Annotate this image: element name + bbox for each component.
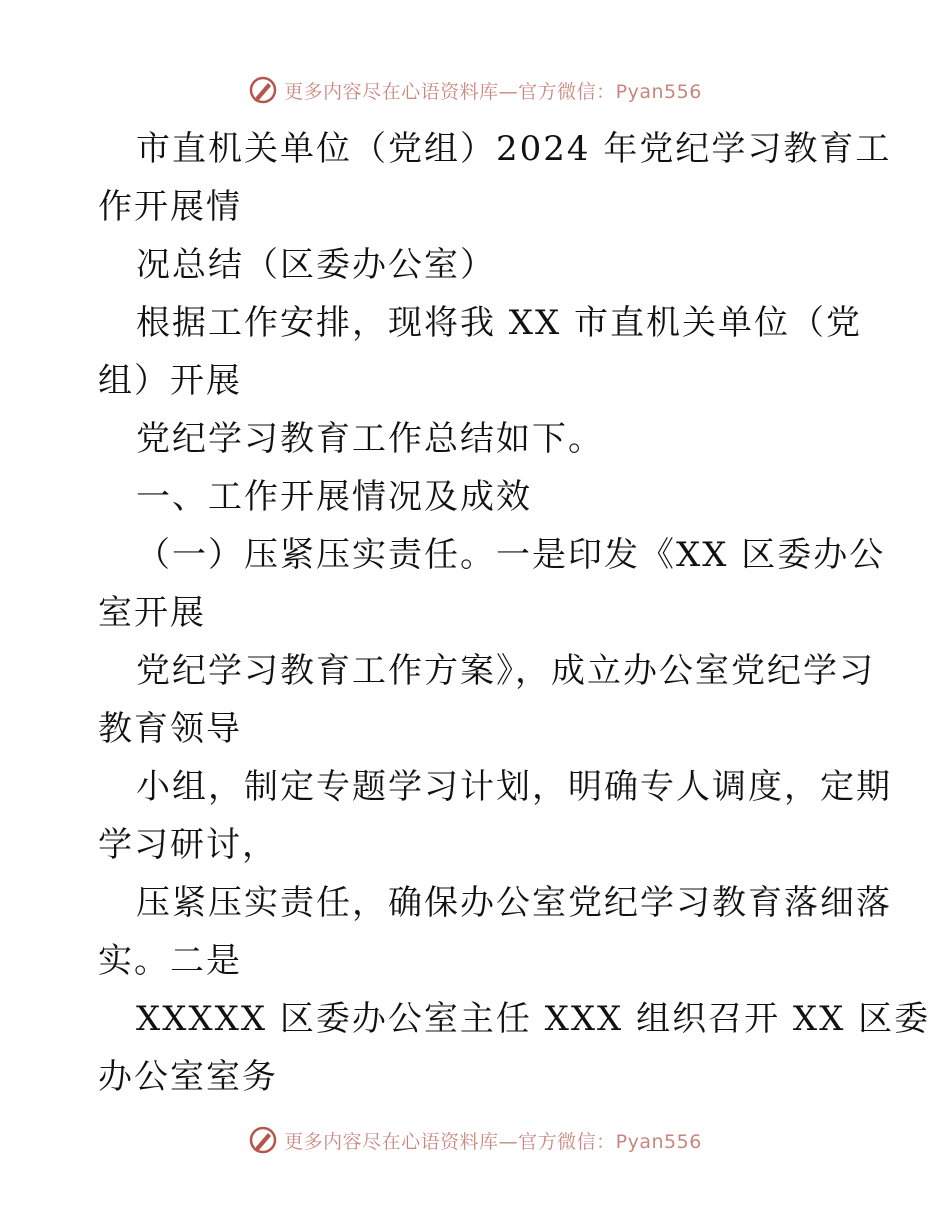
text-line: 组）开展 bbox=[98, 361, 242, 401]
text-line: 市直机关单位（党组）2024 年党纪学习教育工 bbox=[136, 129, 892, 169]
text-line: 学习研讨， bbox=[98, 825, 278, 865]
text-line: 小组，制定专题学习计划，明确专人调度，定期 bbox=[136, 767, 892, 807]
pen-logo-icon bbox=[248, 75, 278, 105]
header-watermark bbox=[0, 70, 950, 110]
watermark-text: 更多内容尽在心语资料库—官方微信：Pyan556 bbox=[284, 1130, 702, 1153]
text-line: 办公室室务 bbox=[98, 1057, 278, 1097]
section-heading: 一、工作开展情况及成效 bbox=[136, 477, 532, 517]
text-line: 作开展情 bbox=[98, 187, 242, 227]
footer-watermark bbox=[0, 1120, 950, 1160]
text-line: 教育领导 bbox=[98, 709, 242, 749]
text-line: （一）压紧压实责任。一是印发《XX 区委办公 bbox=[136, 535, 886, 575]
text-line: 压紧压实责任，确保办公室党纪学习教育落细落 bbox=[136, 883, 892, 923]
text-line: 党纪学习教育工作总结如下。 bbox=[136, 419, 604, 459]
text-line: 实。二是 bbox=[98, 941, 242, 981]
pen-logo-icon bbox=[248, 1125, 278, 1155]
text-line: XXXXX 区委办公室主任 XXX 组织召开 XX 区委 bbox=[136, 999, 931, 1039]
watermark-text: 更多内容尽在心语资料库—官方微信：Pyan556 bbox=[284, 80, 702, 103]
text-line: 党纪学习教育工作方案》，成立办公室党纪学习 bbox=[136, 651, 875, 691]
text-line: 根据工作安排，现将我 XX 市直机关单位（党 bbox=[136, 303, 863, 343]
text-line: 室开展 bbox=[98, 593, 206, 633]
text-line: 况总结（区委办公室） bbox=[136, 245, 496, 285]
document-body bbox=[98, 120, 931, 1106]
